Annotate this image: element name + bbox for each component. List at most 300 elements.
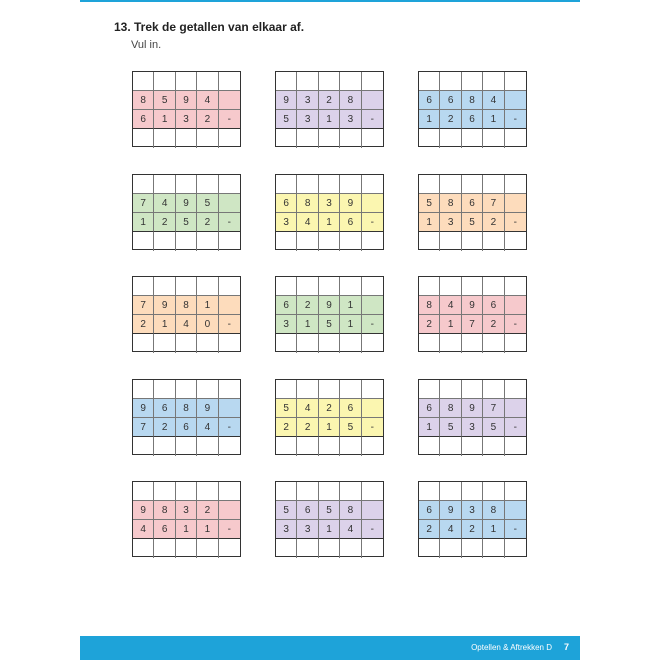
minuend-digit: 5 <box>276 399 297 418</box>
subtraction-problem <box>418 481 527 557</box>
subtrahend-digit: 5 <box>340 418 361 437</box>
subtrahend-digit: 1 <box>419 213 440 232</box>
minuend-digit: 4 <box>197 91 218 110</box>
carry-cell[interactable] <box>176 482 197 501</box>
carry-cell[interactable] <box>362 380 383 399</box>
answer-cell[interactable] <box>483 334 504 353</box>
carry-cell[interactable] <box>154 175 175 194</box>
minuend-digit: 9 <box>176 91 197 110</box>
answer-cell[interactable] <box>340 539 361 558</box>
carry-cell[interactable] <box>483 482 504 501</box>
subtraction-problem <box>275 379 384 455</box>
subtrahend-digit: 1 <box>419 110 440 129</box>
answer-cell[interactable] <box>176 539 197 558</box>
carry-cell[interactable] <box>154 482 175 501</box>
minuend-digit: 6 <box>440 91 461 110</box>
minuend-digit: 9 <box>176 194 197 213</box>
subtrahend-digit: 2 <box>440 110 461 129</box>
minus-sign: - <box>505 520 526 539</box>
answer-cell[interactable] <box>176 129 197 148</box>
minuend-digit: 8 <box>419 296 440 315</box>
subtrahend-digit: 6 <box>176 418 197 437</box>
carry-cell[interactable] <box>176 72 197 91</box>
operator-cell <box>362 296 383 315</box>
carry-cell[interactable] <box>133 482 154 501</box>
minuend-digit: 6 <box>419 91 440 110</box>
operator-cell <box>362 501 383 520</box>
answer-cell[interactable] <box>419 334 440 353</box>
minuend-digit: 8 <box>297 194 318 213</box>
subtrahend-digit: 4 <box>133 520 154 539</box>
carry-cell[interactable] <box>133 72 154 91</box>
carry-cell[interactable] <box>483 277 504 296</box>
minuend-digit: 9 <box>133 399 154 418</box>
carry-cell[interactable] <box>276 380 297 399</box>
answer-cell[interactable] <box>483 539 504 558</box>
minuend-digit: 2 <box>197 501 218 520</box>
operator-cell <box>219 91 240 110</box>
answer-cell[interactable] <box>462 539 483 558</box>
answer-cell[interactable] <box>297 334 318 353</box>
minuend-digit: 2 <box>319 91 340 110</box>
answer-cell[interactable] <box>319 539 340 558</box>
subtrahend-digit: 5 <box>440 418 461 437</box>
subtrahend-digit: 1 <box>419 418 440 437</box>
carry-cell[interactable] <box>176 277 197 296</box>
minuend-digit: 7 <box>483 399 504 418</box>
answer-cell[interactable] <box>297 437 318 456</box>
subtrahend-digit: 1 <box>176 520 197 539</box>
carry-cell[interactable] <box>319 277 340 296</box>
minus-sign: - <box>505 315 526 334</box>
operator-cell <box>505 296 526 315</box>
answer-cell[interactable] <box>197 232 218 251</box>
carry-cell[interactable] <box>440 277 461 296</box>
answer-cell[interactable] <box>297 539 318 558</box>
carry-cell[interactable] <box>340 72 361 91</box>
answer-cell[interactable] <box>483 129 504 148</box>
subtraction-problem <box>275 174 384 250</box>
answer-cell[interactable] <box>297 232 318 251</box>
carry-cell[interactable] <box>419 380 440 399</box>
subtrahend-digit: 2 <box>483 315 504 334</box>
subtrahend-digit: 5 <box>462 213 483 232</box>
answer-cell[interactable] <box>419 232 440 251</box>
answer-cell[interactable] <box>133 334 154 353</box>
minus-sign: - <box>219 520 240 539</box>
answer-cell[interactable] <box>462 334 483 353</box>
subtrahend-digit: 5 <box>483 418 504 437</box>
answer-cell[interactable] <box>276 437 297 456</box>
answer-cell[interactable] <box>505 334 526 353</box>
minuend-digit: 3 <box>297 91 318 110</box>
minus-sign: - <box>362 110 383 129</box>
answer-cell[interactable] <box>319 437 340 456</box>
carry-cell[interactable] <box>276 482 297 501</box>
subtrahend-digit: 1 <box>154 110 175 129</box>
page-number: 7 <box>563 642 569 652</box>
carry-cell[interactable] <box>505 482 526 501</box>
subtrahend-digit: 6 <box>340 213 361 232</box>
carry-cell[interactable] <box>340 482 361 501</box>
answer-cell[interactable] <box>340 129 361 148</box>
subtrahend-digit: 1 <box>483 520 504 539</box>
subtrahend-digit: 3 <box>276 520 297 539</box>
subtrahend-digit: 2 <box>197 213 218 232</box>
answer-cell[interactable] <box>340 334 361 353</box>
minus-sign: - <box>219 418 240 437</box>
subtrahend-digit: 2 <box>197 110 218 129</box>
carry-cell[interactable] <box>483 175 504 194</box>
top-rule <box>80 0 580 2</box>
operator-cell <box>505 194 526 213</box>
subtrahend-digit: 6 <box>462 110 483 129</box>
answer-cell[interactable] <box>440 539 461 558</box>
carry-cell[interactable] <box>462 380 483 399</box>
subtrahend-digit: 6 <box>154 520 175 539</box>
carry-cell[interactable] <box>362 175 383 194</box>
minuend-digit: 4 <box>483 91 504 110</box>
carry-cell[interactable] <box>319 380 340 399</box>
answer-cell[interactable] <box>176 437 197 456</box>
answer-cell[interactable] <box>197 334 218 353</box>
carry-cell[interactable] <box>219 380 240 399</box>
subtrahend-digit: 2 <box>154 418 175 437</box>
answer-cell[interactable] <box>219 334 240 353</box>
answer-cell[interactable] <box>276 129 297 148</box>
answer-cell[interactable] <box>219 539 240 558</box>
answer-cell[interactable] <box>176 232 197 251</box>
minuend-digit: 3 <box>176 501 197 520</box>
carry-cell[interactable] <box>276 72 297 91</box>
minuend-digit: 8 <box>440 194 461 213</box>
answer-cell[interactable] <box>319 334 340 353</box>
minus-sign: - <box>219 110 240 129</box>
carry-cell[interactable] <box>505 277 526 296</box>
carry-cell[interactable] <box>154 380 175 399</box>
minuend-digit: 5 <box>319 501 340 520</box>
subtrahend-digit: 1 <box>440 315 461 334</box>
carry-cell[interactable] <box>462 277 483 296</box>
carry-cell[interactable] <box>197 380 218 399</box>
minuend-digit: 1 <box>340 296 361 315</box>
subtrahend-digit: 1 <box>319 110 340 129</box>
answer-cell[interactable] <box>440 129 461 148</box>
carry-cell[interactable] <box>362 482 383 501</box>
minuend-digit: 9 <box>462 399 483 418</box>
answer-cell[interactable] <box>276 232 297 251</box>
answer-cell[interactable] <box>133 437 154 456</box>
minus-sign: - <box>362 315 383 334</box>
subtrahend-digit: 2 <box>462 520 483 539</box>
answer-cell[interactable] <box>419 129 440 148</box>
answer-cell[interactable] <box>419 539 440 558</box>
answer-cell[interactable] <box>133 232 154 251</box>
minus-sign: - <box>505 418 526 437</box>
carry-cell[interactable] <box>219 482 240 501</box>
minuend-digit: 4 <box>154 194 175 213</box>
subtraction-problem <box>418 174 527 250</box>
answer-cell[interactable] <box>154 334 175 353</box>
carry-cell[interactable] <box>483 72 504 91</box>
minuend-digit: 8 <box>176 296 197 315</box>
subtrahend-digit: 2 <box>297 418 318 437</box>
carry-cell[interactable] <box>297 175 318 194</box>
carry-cell[interactable] <box>362 277 383 296</box>
answer-cell[interactable] <box>440 232 461 251</box>
carry-cell[interactable] <box>197 277 218 296</box>
operator-cell <box>219 296 240 315</box>
minuend-digit: 8 <box>440 399 461 418</box>
minuend-digit: 9 <box>276 91 297 110</box>
operator-cell <box>219 501 240 520</box>
carry-cell[interactable] <box>276 277 297 296</box>
subtrahend-digit: 2 <box>133 315 154 334</box>
subtraction-problem <box>418 379 527 455</box>
answer-cell[interactable] <box>483 232 504 251</box>
subtraction-problem <box>132 71 241 147</box>
answer-cell[interactable] <box>440 437 461 456</box>
carry-cell[interactable] <box>419 482 440 501</box>
minuend-digit: 5 <box>154 91 175 110</box>
answer-cell[interactable] <box>340 232 361 251</box>
minuend-digit: 6 <box>276 194 297 213</box>
answer-cell[interactable] <box>297 129 318 148</box>
minuend-digit: 8 <box>133 91 154 110</box>
carry-cell[interactable] <box>340 277 361 296</box>
operator-cell <box>362 91 383 110</box>
minuend-digit: 8 <box>462 91 483 110</box>
subtrahend-digit: 7 <box>462 315 483 334</box>
operator-cell <box>219 194 240 213</box>
carry-cell[interactable] <box>419 72 440 91</box>
carry-cell[interactable] <box>219 72 240 91</box>
carry-cell[interactable] <box>154 72 175 91</box>
minuend-digit: 6 <box>154 399 175 418</box>
exercise-instruction: Vul in. <box>131 39 162 51</box>
carry-cell[interactable] <box>133 175 154 194</box>
subtrahend-digit: 3 <box>297 520 318 539</box>
answer-cell[interactable] <box>440 334 461 353</box>
answer-cell[interactable] <box>505 232 526 251</box>
answer-cell[interactable] <box>319 232 340 251</box>
answer-cell[interactable] <box>419 437 440 456</box>
subtrahend-digit: 3 <box>340 110 361 129</box>
answer-cell[interactable] <box>505 539 526 558</box>
subtraction-problem <box>132 276 241 352</box>
carry-cell[interactable] <box>319 482 340 501</box>
minus-sign: - <box>505 213 526 232</box>
carry-cell[interactable] <box>297 380 318 399</box>
answer-cell[interactable] <box>462 129 483 148</box>
minus-sign: - <box>505 110 526 129</box>
carry-cell[interactable] <box>154 277 175 296</box>
carry-cell[interactable] <box>176 175 197 194</box>
subtrahend-digit: 5 <box>319 315 340 334</box>
minuend-digit: 5 <box>276 501 297 520</box>
carry-cell[interactable] <box>197 72 218 91</box>
minuend-digit: 9 <box>319 296 340 315</box>
carry-cell[interactable] <box>297 482 318 501</box>
operator-cell <box>219 399 240 418</box>
operator-cell <box>505 399 526 418</box>
carry-cell[interactable] <box>176 380 197 399</box>
exercise-title: 13. Trek de getallen van elkaar af. <box>114 20 305 34</box>
answer-cell[interactable] <box>362 539 383 558</box>
carry-cell[interactable] <box>319 175 340 194</box>
carry-cell[interactable] <box>419 175 440 194</box>
minuend-digit: 2 <box>297 296 318 315</box>
carry-cell[interactable] <box>440 72 461 91</box>
subtrahend-digit: 3 <box>297 110 318 129</box>
answer-cell[interactable] <box>362 334 383 353</box>
minuend-digit: 9 <box>340 194 361 213</box>
answer-cell[interactable] <box>483 437 504 456</box>
minuend-digit: 2 <box>319 399 340 418</box>
carry-cell[interactable] <box>297 72 318 91</box>
subtrahend-digit: 4 <box>340 520 361 539</box>
minuend-digit: 8 <box>154 501 175 520</box>
answer-cell[interactable] <box>197 437 218 456</box>
answer-cell[interactable] <box>133 539 154 558</box>
operator-cell <box>362 194 383 213</box>
answer-cell[interactable] <box>154 437 175 456</box>
subtrahend-digit: 1 <box>319 520 340 539</box>
answer-cell[interactable] <box>154 232 175 251</box>
minus-sign: - <box>362 520 383 539</box>
subtrahend-digit: 2 <box>154 213 175 232</box>
carry-cell[interactable] <box>505 175 526 194</box>
minuend-digit: 8 <box>176 399 197 418</box>
minuend-digit: 7 <box>133 296 154 315</box>
footer-bar <box>80 636 580 660</box>
answer-cell[interactable] <box>462 437 483 456</box>
carry-cell[interactable] <box>276 175 297 194</box>
answer-cell[interactable] <box>176 334 197 353</box>
minuend-digit: 3 <box>319 194 340 213</box>
carry-cell[interactable] <box>197 482 218 501</box>
carry-cell[interactable] <box>483 380 504 399</box>
answer-cell[interactable] <box>154 539 175 558</box>
problem-grid <box>132 71 527 561</box>
subtrahend-digit: 4 <box>176 315 197 334</box>
minus-sign: - <box>362 418 383 437</box>
minuend-digit: 8 <box>483 501 504 520</box>
minuend-digit: 8 <box>340 501 361 520</box>
minuend-digit: 4 <box>297 399 318 418</box>
answer-cell[interactable] <box>319 129 340 148</box>
subtrahend-digit: 1 <box>297 315 318 334</box>
answer-cell[interactable] <box>362 437 383 456</box>
subtrahend-digit: 1 <box>319 418 340 437</box>
minus-sign: - <box>362 213 383 232</box>
carry-cell[interactable] <box>297 277 318 296</box>
subtrahend-digit: 1 <box>154 315 175 334</box>
answer-cell[interactable] <box>219 232 240 251</box>
subtrahend-digit: 1 <box>197 520 218 539</box>
carry-cell[interactable] <box>440 175 461 194</box>
minuend-digit: 7 <box>133 194 154 213</box>
subtrahend-digit: 3 <box>440 213 461 232</box>
carry-cell[interactable] <box>340 380 361 399</box>
answer-cell[interactable] <box>276 539 297 558</box>
subtrahend-digit: 2 <box>419 520 440 539</box>
carry-cell[interactable] <box>462 482 483 501</box>
answer-cell[interactable] <box>362 232 383 251</box>
carry-cell[interactable] <box>319 72 340 91</box>
subtrahend-digit: 2 <box>419 315 440 334</box>
minuend-digit: 6 <box>483 296 504 315</box>
carry-cell[interactable] <box>462 175 483 194</box>
carry-cell[interactable] <box>219 175 240 194</box>
carry-cell[interactable] <box>462 72 483 91</box>
subtrahend-digit: 6 <box>133 110 154 129</box>
carry-cell[interactable] <box>505 72 526 91</box>
subtrahend-digit: 4 <box>297 213 318 232</box>
subtrahend-digit: 1 <box>483 110 504 129</box>
book-title: Optellen & Aftrekken D <box>471 643 552 652</box>
answer-cell[interactable] <box>505 129 526 148</box>
carry-cell[interactable] <box>133 380 154 399</box>
subtrahend-digit: 1 <box>133 213 154 232</box>
answer-cell[interactable] <box>219 129 240 148</box>
carry-cell[interactable] <box>505 380 526 399</box>
subtrahend-digit: 1 <box>319 213 340 232</box>
operator-cell <box>505 501 526 520</box>
answer-cell[interactable] <box>462 232 483 251</box>
subtrahend-digit: 0 <box>197 315 218 334</box>
minuend-digit: 9 <box>462 296 483 315</box>
carry-cell[interactable] <box>440 380 461 399</box>
subtrahend-digit: 7 <box>133 418 154 437</box>
carry-cell[interactable] <box>362 72 383 91</box>
minuend-digit: 9 <box>197 399 218 418</box>
minuend-digit: 4 <box>440 296 461 315</box>
carry-cell[interactable] <box>419 277 440 296</box>
carry-cell[interactable] <box>440 482 461 501</box>
answer-cell[interactable] <box>133 129 154 148</box>
operator-cell <box>362 399 383 418</box>
subtraction-problem <box>132 379 241 455</box>
minuend-digit: 3 <box>462 501 483 520</box>
carry-cell[interactable] <box>340 175 361 194</box>
subtrahend-digit: 3 <box>276 315 297 334</box>
subtrahend-digit: 3 <box>176 110 197 129</box>
answer-cell[interactable] <box>154 129 175 148</box>
carry-cell[interactable] <box>133 277 154 296</box>
minuend-digit: 9 <box>133 501 154 520</box>
answer-cell[interactable] <box>505 437 526 456</box>
minuend-digit: 1 <box>197 296 218 315</box>
answer-cell[interactable] <box>197 539 218 558</box>
carry-cell[interactable] <box>219 277 240 296</box>
answer-cell[interactable] <box>219 437 240 456</box>
minuend-digit: 8 <box>340 91 361 110</box>
carry-cell[interactable] <box>197 175 218 194</box>
minuend-digit: 6 <box>462 194 483 213</box>
subtrahend-digit: 3 <box>276 213 297 232</box>
subtraction-problem <box>275 276 384 352</box>
minus-sign: - <box>219 315 240 334</box>
subtraction-problem <box>132 481 241 557</box>
minuend-digit: 6 <box>419 501 440 520</box>
answer-cell[interactable] <box>340 437 361 456</box>
subtrahend-digit: 4 <box>440 520 461 539</box>
answer-cell[interactable] <box>197 129 218 148</box>
answer-cell[interactable] <box>276 334 297 353</box>
answer-cell[interactable] <box>362 129 383 148</box>
minuend-digit: 6 <box>340 399 361 418</box>
